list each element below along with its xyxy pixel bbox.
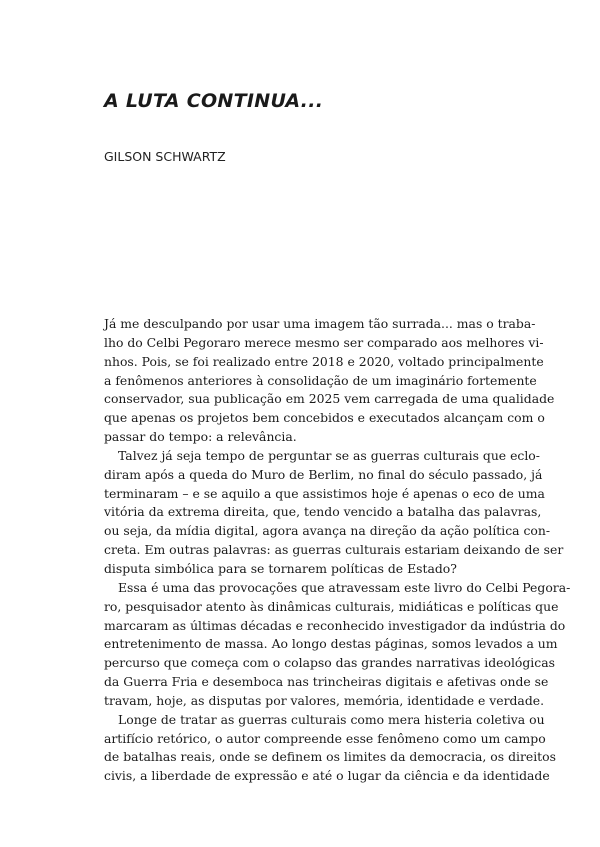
text-line: vitória da extrema direita, que, tendo vencido a batalha das palavras, — [104, 504, 542, 520]
text-line: creta. Em outras palavras: as guerras culturais estariam deixando de ser — [104, 542, 564, 558]
text-line: artifício retórico, o autor compreende esse fenômeno como um campo — [104, 730, 546, 746]
text-line: ro, pesquisador atento às dinâmicas culturais, midiáticas e políticas que — [104, 598, 559, 614]
author-name: GILSON SCHWARTZ — [104, 149, 226, 164]
text-line: Essa é uma das provocações que atravessam este livro do Celbi Pegora- — [118, 579, 571, 595]
text-line: terminaram – e se aquilo a que assistimos hoje é apenas o eco de uma — [104, 485, 545, 501]
text-line: Já me desculpando por usar uma imagem tão surrada... mas o traba- — [104, 316, 536, 331]
text-line: conservador, sua publicação em 2025 vem carregada de uma qualidade — [104, 391, 555, 407]
text-line: travam, hoje, as disputas por valores, memória, identidade e verdade. — [104, 692, 545, 708]
text-line: Longe de tratar as guerras culturais como mera histeria coletiva ou — [118, 711, 545, 727]
text-line: Talvez já seja tempo de perguntar se as guerras culturais que eclo- — [118, 447, 540, 463]
text-line: lho do Celbi Pegoraro merece mesmo ser comparado aos melhores vi- — [104, 334, 544, 350]
text-line: que apenas os projetos bem concebidos e executados alcançam com o — [104, 410, 545, 426]
text-line: diram após a queda do Muro de Berlim, no final do século passado, já — [104, 466, 543, 482]
chapter-title: A LUTA CONTINUA... — [104, 90, 324, 112]
text-line: passar do tempo: a relevância. — [104, 429, 297, 445]
paragraph-1 — [104, 315, 555, 447]
text-line: marcaram as últimas décadas e reconhecido investigador da indústria do — [104, 617, 566, 633]
text-line: ou seja, da mídia digital, agora avança na direção da ação política con- — [104, 523, 551, 539]
body-text — [104, 315, 571, 786]
text-line: da Guerra Fria e desemboca nas trincheiras digitais e afetivas onde se — [104, 674, 549, 690]
paragraph-3 — [104, 579, 571, 711]
text-line: percurso que começa com o colapso das grandes narrativas ideológicas — [104, 655, 555, 671]
paragraph-4 — [104, 711, 556, 786]
text-line: entretenimento de massa. Ao longo destas páginas, somos levados a um — [104, 636, 558, 652]
text-line: a fenômenos anteriores à consolidação de um imaginário fortemente — [104, 372, 537, 388]
text-line: disputa simbólica para se tornarem políticas de Estado? — [104, 560, 457, 576]
text-line: de batalhas reais, onde se definem os limites da democracia, os direitos — [104, 749, 556, 765]
text-line: civis, a liberdade de expressão e até o lugar da ciência e da identidade — [104, 768, 550, 784]
text-line: nhos. Pois, se foi realizado entre 2018 e 2020, voltado principalmente — [104, 353, 544, 369]
paragraph-2 — [104, 447, 564, 579]
